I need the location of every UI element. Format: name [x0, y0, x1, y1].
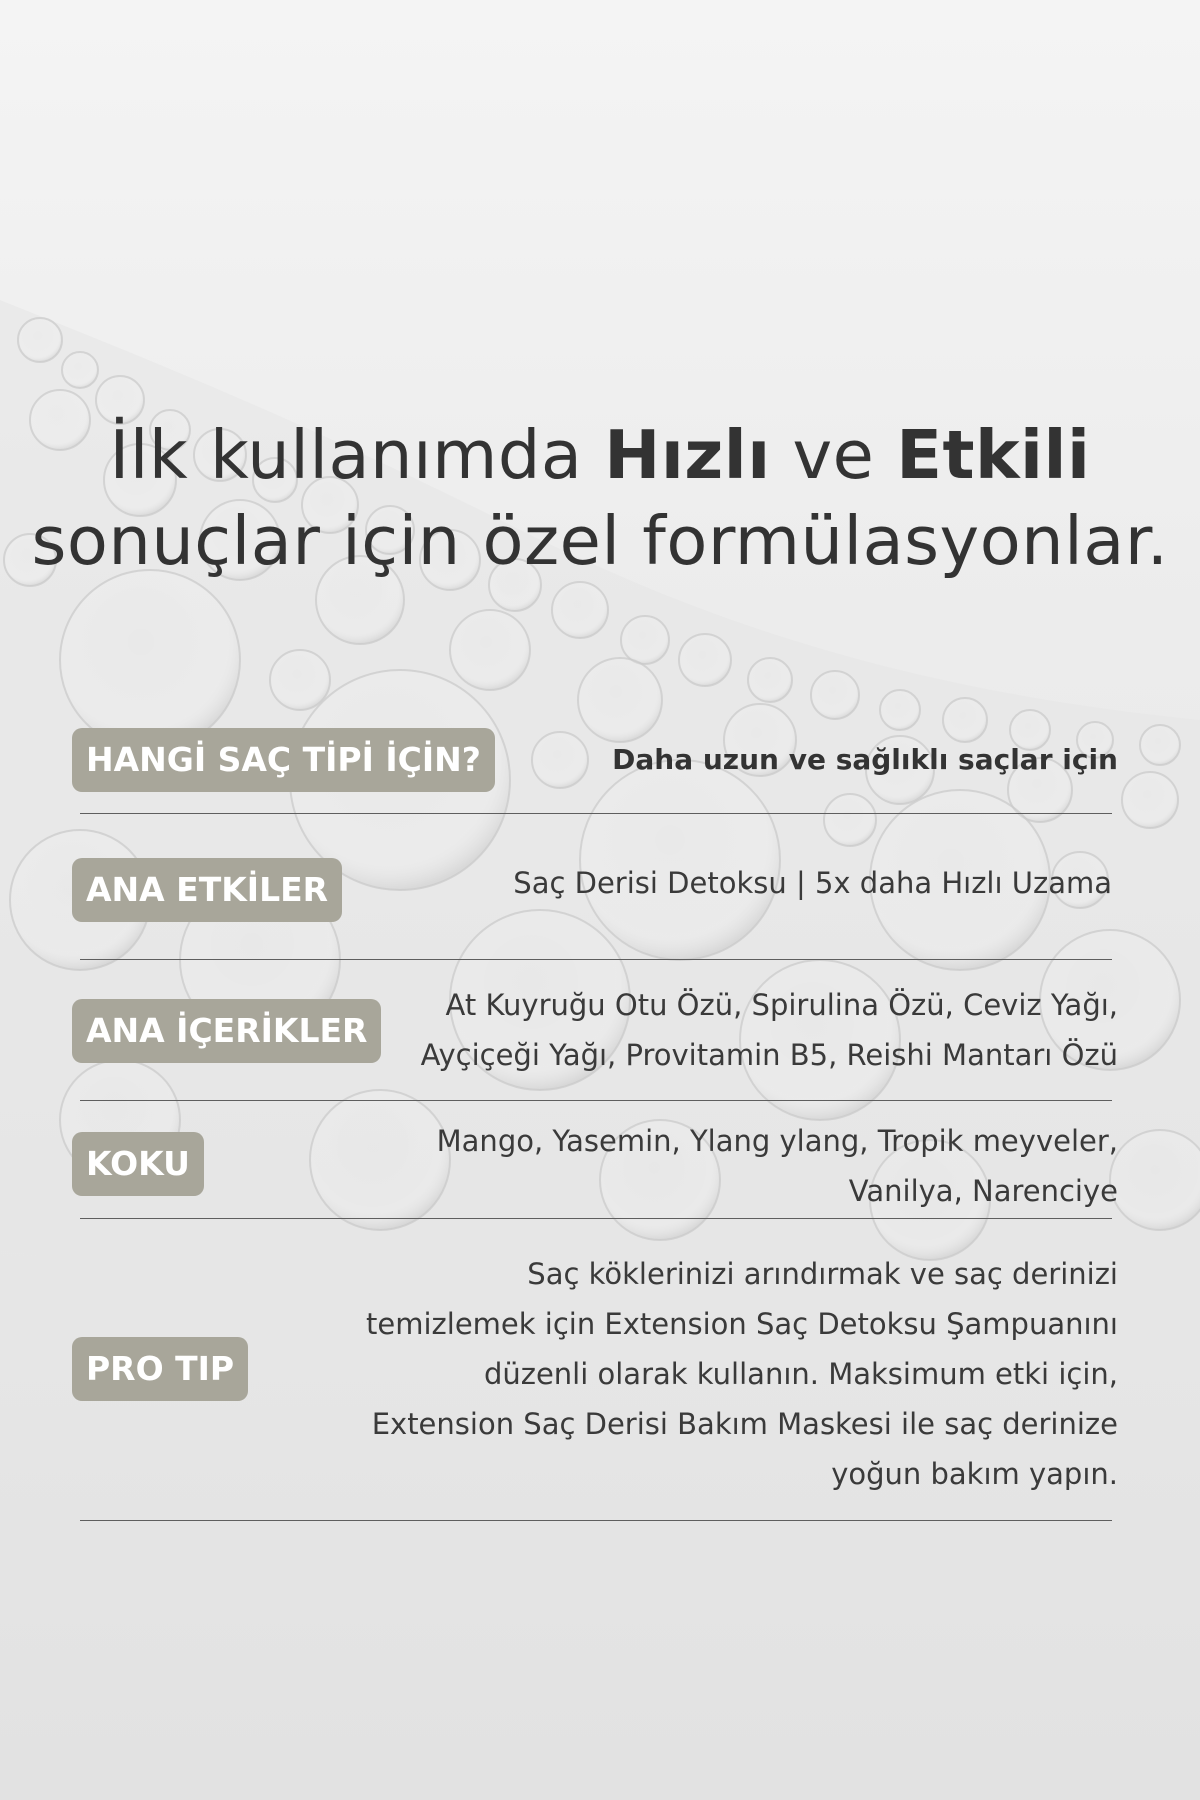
info-row-main-ingredients	[72, 980, 1118, 1090]
value-line: At Kuyruğu Otu Özü, Spirulina Özü, Ceviz Yağı,	[445, 988, 1118, 1022]
hair-type-value	[612, 735, 1118, 785]
value-line: Saç köklerinizi arındırmak ve saç derinizi	[527, 1257, 1118, 1291]
value-line: Mango, Yasemin, Ylang ylang, Tropik meyveler,	[436, 1124, 1118, 1158]
info-row-scent	[72, 1116, 1118, 1226]
main-effects-label: ANA ETKİLER	[72, 858, 342, 922]
headline-bold-effective: Etkili	[896, 416, 1091, 494]
value-line: Daha uzun ve sağlıklı saçlar için	[612, 743, 1118, 776]
headline	[0, 412, 1200, 584]
info-row-main-effects	[72, 858, 1118, 922]
main-effects-value	[513, 858, 1112, 908]
divider	[80, 1520, 1112, 1521]
scent-value	[437, 1116, 1118, 1216]
value-line: temizlemek için Extension Saç Detoksu Şampuanını	[366, 1307, 1118, 1341]
hair-type-label: HANGİ SAÇ TİPİ İÇİN?	[72, 728, 495, 792]
headline-line-2: sonuçlar için özel formülasyonlar.	[31, 502, 1169, 580]
value-line: yoğun bakım yapın.	[831, 1457, 1118, 1491]
value-line: Saç Derisi Detoksu | 5x daha Hızlı Uzama	[513, 866, 1112, 900]
divider	[80, 959, 1112, 960]
divider	[80, 1100, 1112, 1101]
headline-line-1	[0, 412, 1200, 498]
value-line: Vanilya, Narenciye	[848, 1174, 1118, 1208]
headline-bold-fast: Hızlı	[604, 416, 771, 494]
info-row-pro-tip	[72, 1249, 1118, 1509]
headline-text: İlk kullanımda	[109, 416, 605, 494]
value-line: Extension Saç Derisi Bakım Maskesi ile saç derinize	[371, 1407, 1118, 1441]
scent-label: KOKU	[72, 1132, 204, 1196]
divider	[80, 1218, 1112, 1219]
main-ingredients-label: ANA İÇERİKLER	[72, 999, 381, 1063]
pro-tip-label: PRO TIP	[72, 1337, 248, 1401]
pro-tip-value	[366, 1249, 1118, 1499]
headline-text: ve	[770, 416, 897, 494]
value-line: Ayçiçeği Yağı, Provitamin B5, Reishi Mantarı Özü	[420, 1038, 1118, 1072]
value-line: düzenli olarak kullanın. Maksimum etki için,	[483, 1357, 1118, 1391]
divider	[80, 813, 1112, 814]
main-ingredients-value	[421, 980, 1118, 1080]
info-row-hair-type	[72, 728, 1118, 792]
